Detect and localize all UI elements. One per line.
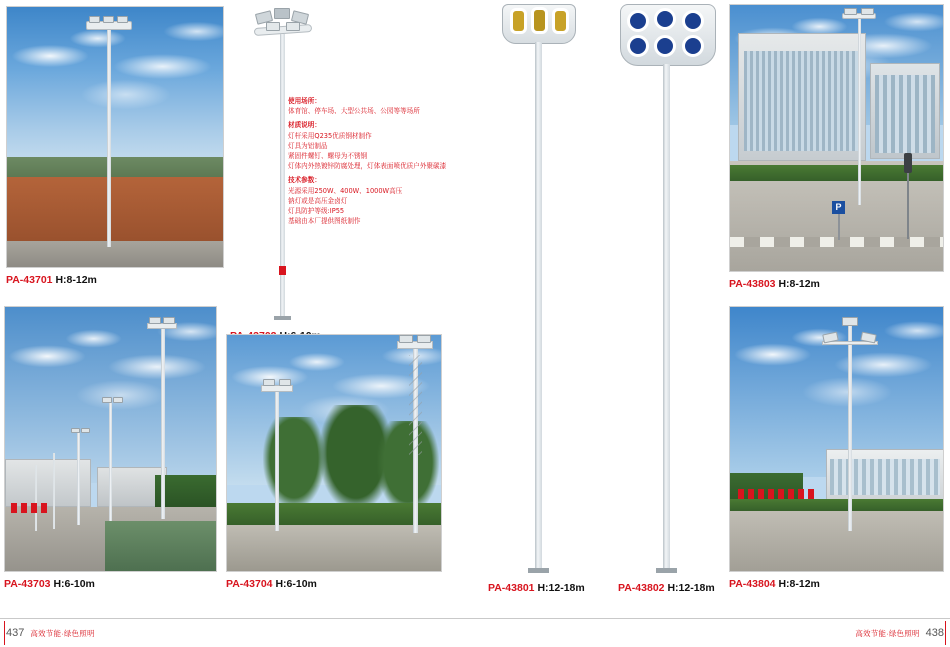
footer-left — [6, 619, 95, 647]
caption-43803: PA-43803 H:8-12m — [729, 278, 820, 290]
signal-post — [907, 173, 909, 239]
flag — [748, 489, 754, 499]
page-number-right: 438 — [925, 627, 944, 639]
product-photo-43802 — [608, 2, 724, 580]
lamp-mast — [535, 42, 542, 570]
pine-tree — [263, 417, 325, 509]
lamp-mast — [848, 325, 852, 531]
spec-line: 钠灯或是高压金卤灯 — [288, 196, 348, 205]
lamp-box — [417, 335, 431, 343]
plaza-ground — [227, 525, 441, 571]
lamp-box — [399, 335, 413, 343]
lamp-box — [842, 317, 858, 326]
lamp-box — [103, 16, 114, 23]
lamp-mast — [161, 329, 165, 519]
flag — [41, 503, 47, 513]
lamp-mast — [663, 64, 670, 570]
caption-43703: PA-43703 H:6-10m — [4, 578, 95, 590]
lamp-mast — [109, 403, 112, 521]
product-photo-43804 — [729, 306, 944, 572]
lamp-head — [261, 385, 293, 392]
lamp-box — [163, 317, 175, 324]
lamp-lens — [654, 35, 676, 57]
flag — [11, 503, 17, 513]
lamp-mast — [77, 433, 80, 525]
mast-base — [656, 568, 677, 573]
footer-right-rule — [945, 621, 946, 645]
lawn — [730, 499, 943, 511]
lamp-box — [844, 8, 857, 15]
lamp-box — [266, 22, 280, 31]
lamp-lens — [627, 10, 649, 32]
lamp-box — [117, 16, 128, 23]
road-marking — [730, 237, 943, 247]
lamp-lens — [510, 8, 527, 34]
spec-line: 灯杆采用Q235优质钢材制作 — [288, 131, 372, 140]
lamp-lens — [552, 8, 569, 34]
sign-post — [838, 214, 840, 240]
caption-43704: PA-43704 H:6-10m — [226, 578, 317, 590]
flag — [798, 489, 804, 499]
specification-text — [288, 96, 473, 226]
flag-row — [11, 503, 47, 513]
flag — [788, 489, 794, 499]
lamp-lens — [682, 10, 704, 32]
product-photo-43801 — [480, 2, 596, 580]
footer-note-left: 高效节能·绿色照明 — [30, 628, 95, 638]
lamp-mast — [107, 29, 111, 247]
spec-line: 灯体内外热镀锌防腐处理，灯体表面喷优质户外聚碳漆 — [288, 162, 447, 171]
lamp-lens — [654, 8, 676, 30]
roadway — [7, 241, 223, 267]
lamp-mast — [858, 15, 861, 205]
traffic-signal — [904, 153, 912, 173]
lamp-box — [71, 428, 80, 433]
mast-red-band — [279, 266, 286, 275]
spec-title-technical: 技术参数： — [288, 176, 321, 185]
lamp-mast — [275, 391, 279, 531]
footer-note-right: 高效节能·绿色照明 — [855, 628, 920, 638]
spec-title-usage: 使用场所： — [288, 97, 321, 105]
lamp-box — [263, 379, 275, 386]
footer-divider — [0, 618, 950, 619]
lamp-box — [113, 397, 123, 403]
product-photo-43703 — [4, 306, 217, 572]
mast-base — [528, 568, 549, 573]
building-glass-facade — [744, 51, 860, 151]
lamp-box — [81, 428, 90, 433]
lamp-mast — [35, 465, 37, 531]
flag-row — [738, 489, 814, 499]
footer-right — [855, 619, 944, 647]
spec-line: 灯具为铝制品 — [288, 141, 328, 150]
footer-left-rule — [4, 621, 5, 645]
product-photo-43803 — [729, 4, 944, 272]
lamp-lens — [531, 7, 548, 34]
flag — [758, 489, 764, 499]
mast-lattice — [409, 355, 422, 455]
spec-line: 紧固件螺钉、螺母为不锈钢 — [288, 152, 368, 161]
flag — [778, 489, 784, 499]
shrub-band — [227, 503, 441, 525]
lamp-box — [279, 379, 291, 386]
caption-43802: PA-43802 H:12-18m — [618, 582, 715, 594]
court-surface — [105, 521, 216, 571]
clouds — [7, 7, 223, 182]
flag — [768, 489, 774, 499]
lamp-mast — [280, 34, 285, 319]
spec-line: 光源采用250W、400W、1000W高压 — [288, 186, 403, 195]
caption-43701: PA-43701 H:8-12m — [6, 274, 97, 286]
lamp-box — [861, 8, 874, 15]
spec-line: 体育馆、停车场、大型公共场、公园等等场所 — [288, 107, 420, 116]
parking-sign: P — [832, 201, 845, 214]
spec-title-material: 材质说明： — [288, 121, 321, 130]
mast-base — [274, 316, 291, 320]
spec-line: 灯具防护等级:IP55 — [288, 207, 345, 216]
building-glass-facade — [830, 459, 940, 495]
flag — [738, 489, 744, 499]
building-glass-facade — [875, 75, 935, 153]
plaza-ground — [730, 503, 943, 571]
lamp-lens — [682, 35, 704, 57]
flag — [21, 503, 27, 513]
pine-tree — [377, 421, 439, 513]
flag — [31, 503, 37, 513]
lamp-box — [102, 397, 112, 403]
product-photo-43701 — [6, 6, 224, 268]
caption-43801: PA-43801 H:12-18m — [488, 582, 585, 594]
lamp-lens — [627, 35, 649, 57]
flag — [808, 489, 814, 499]
page-number-left: 437 — [6, 627, 25, 639]
caption-43804: PA-43804 H:8-12m — [729, 578, 820, 590]
product-photo-43704 — [226, 334, 442, 572]
spec-line: 基础由本厂提供图纸制作 — [288, 217, 361, 226]
lamp-box — [149, 317, 161, 324]
lamp-box — [274, 8, 290, 19]
lamp-mast — [53, 453, 55, 529]
lamp-box — [286, 22, 300, 31]
lamp-box — [89, 16, 100, 23]
